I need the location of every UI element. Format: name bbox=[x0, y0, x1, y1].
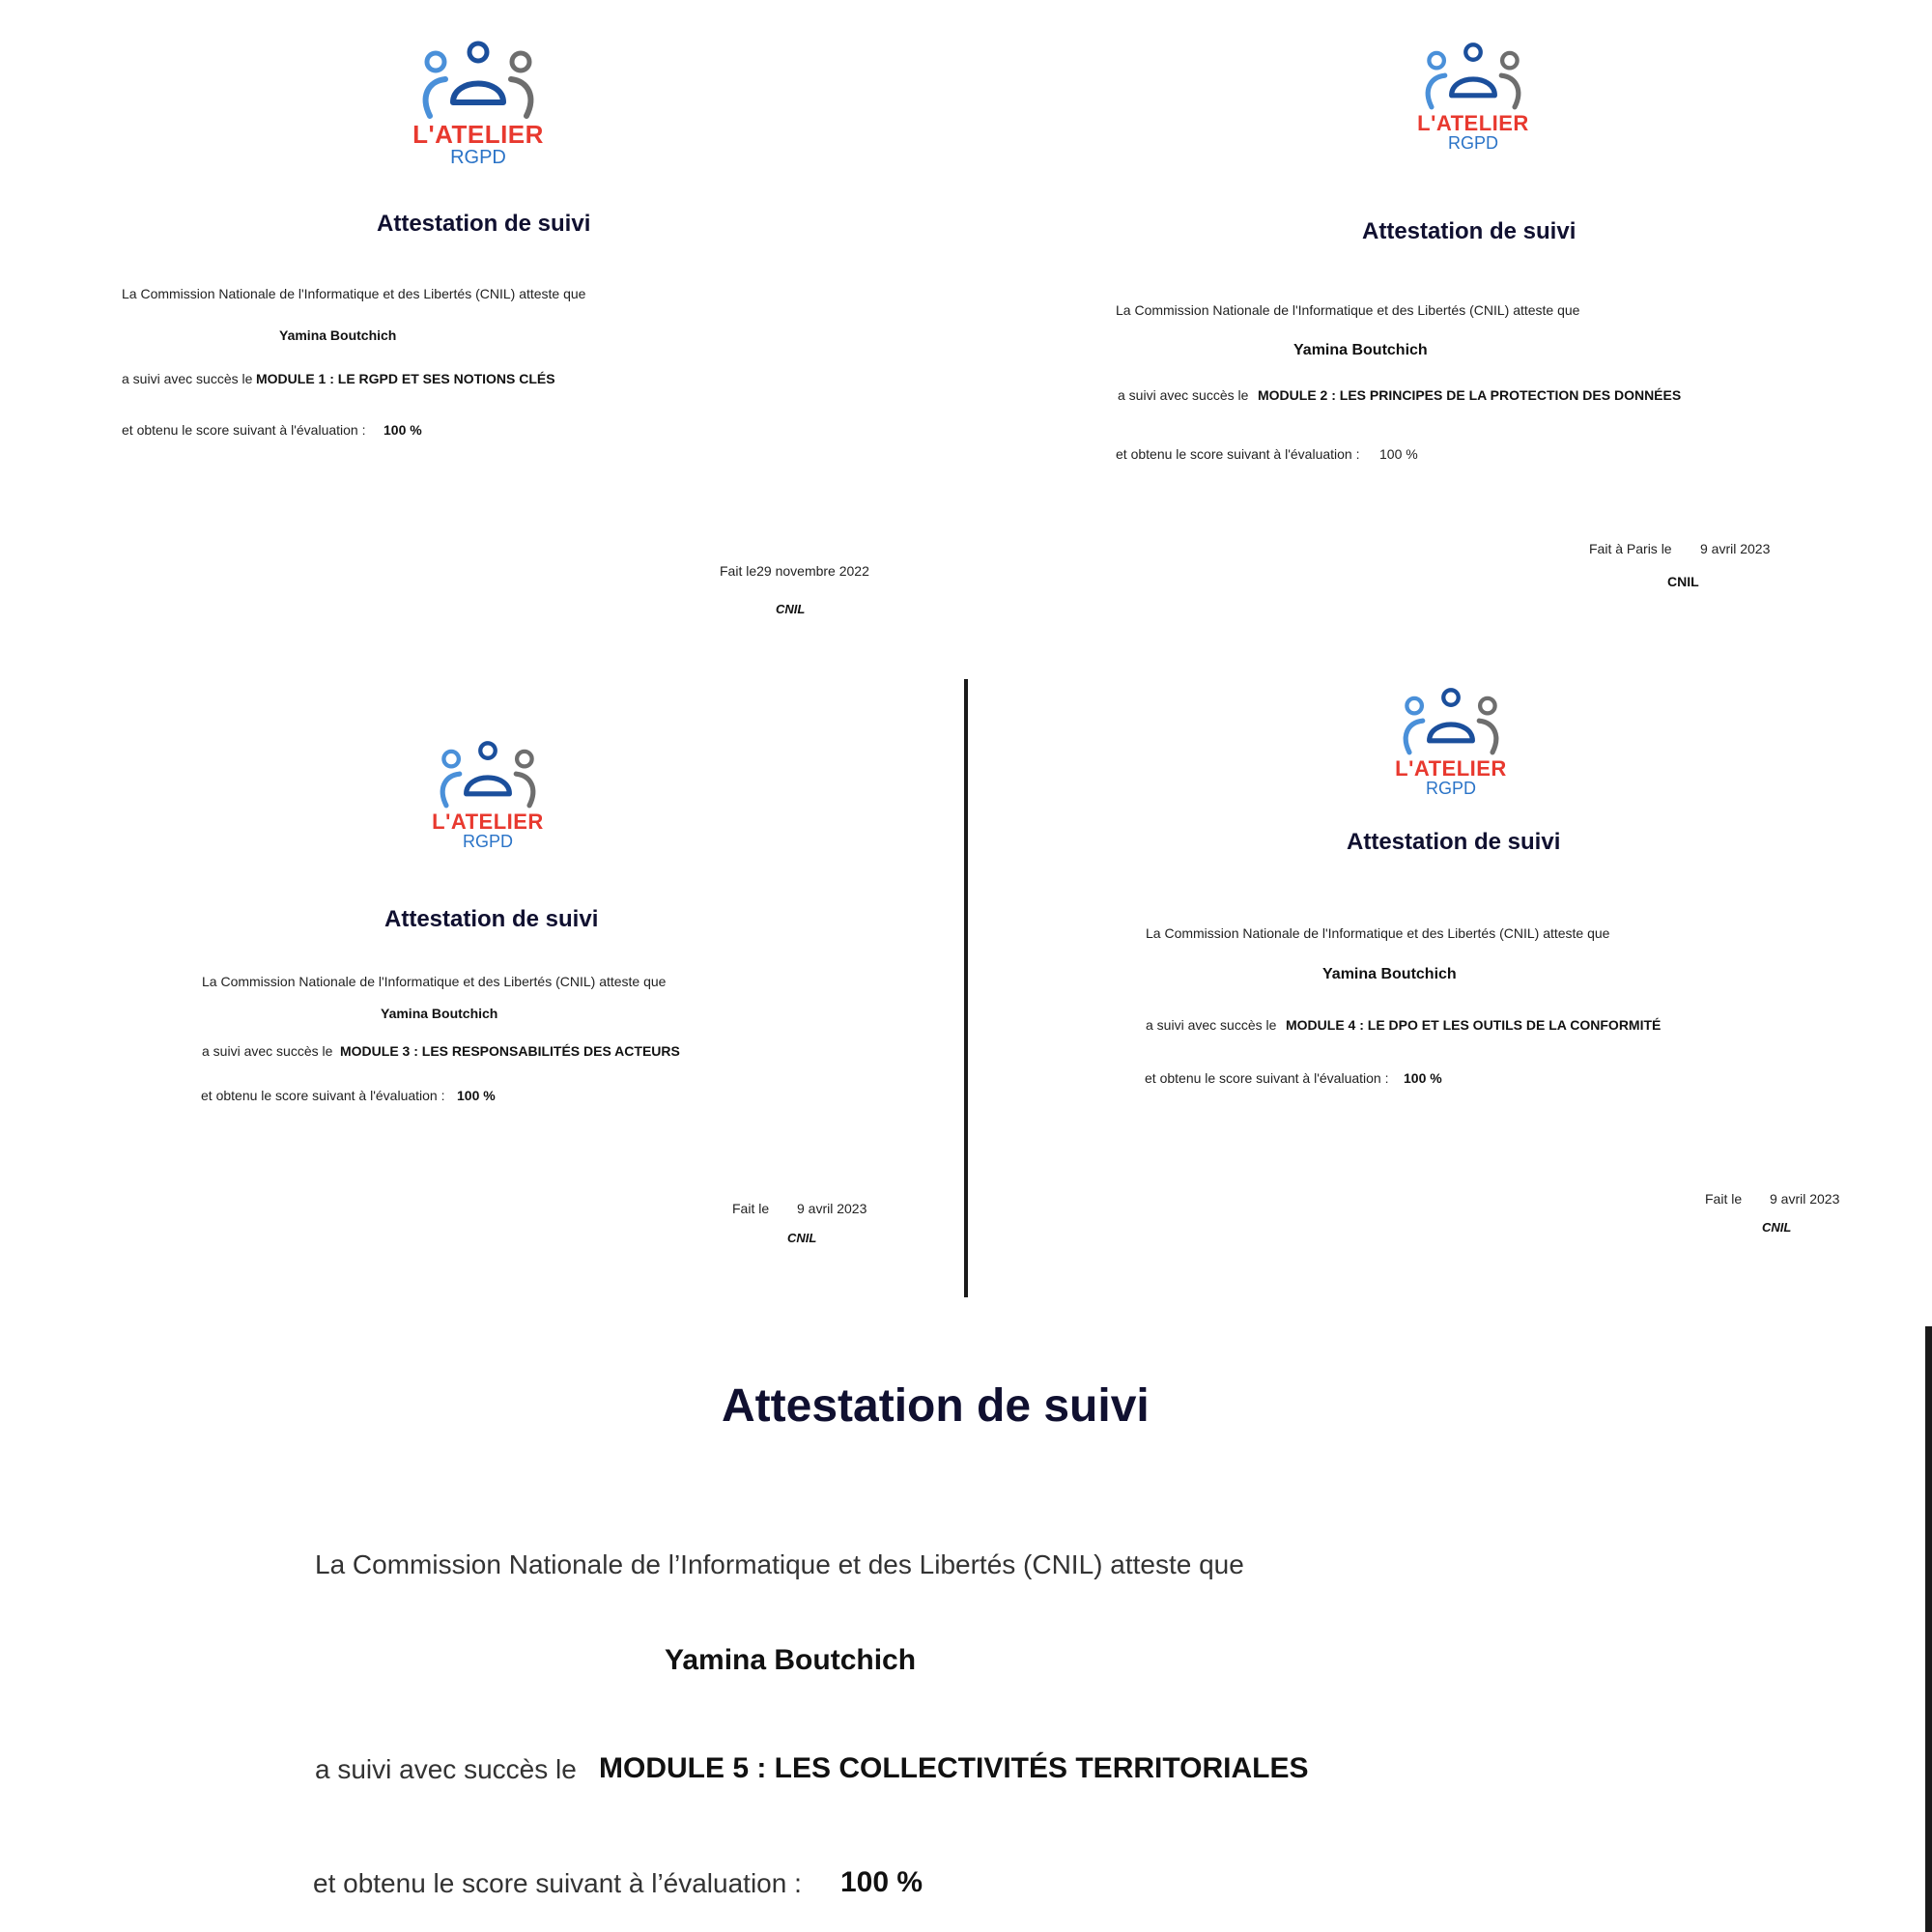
signature: CNIL bbox=[1762, 1220, 1792, 1235]
recipient-name: Yamina Boutchich bbox=[665, 1644, 917, 1676]
logo-sub-text: RGPD bbox=[1447, 133, 1498, 154]
done-prefix: Fait à Paris le bbox=[1589, 541, 1672, 556]
done-prefix: Fait le bbox=[732, 1201, 770, 1216]
done-date: 9 avril 2023 bbox=[1770, 1191, 1840, 1207]
success-prefix: a suivi avec succès le bbox=[202, 1043, 333, 1059]
page-edge-bar bbox=[1925, 1326, 1932, 1932]
score-prefix: et obtenu le score suivant à l'évaluation : bbox=[1145, 1070, 1389, 1086]
module-name: MODULE 3 : LES RESPONSABILITÉS DES ACTEURS bbox=[340, 1043, 680, 1059]
atelier-rgpd-logo bbox=[1410, 41, 1536, 153]
success-prefix: a suivi avec succès le bbox=[122, 371, 253, 386]
logo-sub-text: RGPD bbox=[1425, 779, 1476, 799]
certificate-title: Attestation de suivi bbox=[1362, 218, 1577, 244]
atelier-rgpd-logo bbox=[425, 739, 551, 851]
score-prefix: et obtenu le score suivant à l’évaluation : bbox=[313, 1868, 802, 1898]
logo-brand-text: L'ATELIER bbox=[1395, 756, 1507, 781]
logo-brand-text: L'ATELIER bbox=[432, 810, 544, 834]
certificate-title: Attestation de suivi bbox=[1347, 829, 1561, 855]
done-text: Fait le29 novembre 2022 bbox=[720, 563, 869, 579]
logo-sub-text: RGPD bbox=[450, 147, 506, 169]
success-prefix: a suivi avec succès le bbox=[1118, 387, 1249, 403]
certificate-intro: La Commission Nationale de l'Informatique et des Libertés (CNIL) atteste que bbox=[122, 286, 586, 301]
people-group-icon bbox=[418, 39, 538, 122]
certificate-intro: La Commission Nationale de l'Informatique et des Libertés (CNIL) atteste que bbox=[1146, 925, 1610, 941]
score-value: 100 % bbox=[457, 1088, 496, 1103]
success-prefix: a suivi avec succès le bbox=[1146, 1017, 1277, 1033]
done-prefix: Fait le bbox=[1705, 1191, 1743, 1207]
certificate-title: Attestation de suivi bbox=[384, 906, 599, 932]
atelier-rgpd-logo bbox=[406, 39, 551, 168]
signature: CNIL bbox=[787, 1231, 817, 1245]
column-divider bbox=[964, 679, 968, 1297]
certificate-intro: La Commission Nationale de l'Informatique et des Libertés (CNIL) atteste que bbox=[1116, 302, 1580, 318]
module-name: MODULE 4 : LE DPO ET LES OUTILS DE LA CONFORMITÉ bbox=[1286, 1017, 1662, 1033]
recipient-name: Yamina Boutchich bbox=[381, 1006, 498, 1021]
done-date: 9 avril 2023 bbox=[1700, 541, 1771, 556]
logo-brand-text: L'ATELIER bbox=[1417, 111, 1529, 135]
success-prefix: a suivi avec succès le bbox=[315, 1754, 577, 1784]
people-group-icon bbox=[1399, 686, 1503, 757]
module-name: MODULE 2 : LES PRINCIPES DE LA PROTECTION DES DONNÉES bbox=[1258, 387, 1682, 403]
score-prefix: et obtenu le score suivant à l'évaluation : bbox=[122, 422, 366, 438]
people-group-icon bbox=[436, 739, 540, 810]
score-value: 100 % bbox=[1379, 446, 1418, 462]
logo-sub-text: RGPD bbox=[462, 832, 513, 852]
recipient-name: Yamina Boutchich bbox=[279, 327, 397, 343]
certificate-intro: La Commission Nationale de l’Informatique et des Libertés (CNIL) atteste que bbox=[315, 1549, 1244, 1579]
recipient-name: Yamina Boutchich bbox=[1322, 966, 1457, 982]
certificate-title: Attestation de suivi bbox=[722, 1380, 1150, 1432]
certificate-title: Attestation de suivi bbox=[377, 211, 591, 237]
logo-brand-text: L'ATELIER bbox=[412, 120, 544, 149]
score-value: 100 % bbox=[384, 422, 422, 438]
signature: CNIL bbox=[1667, 574, 1699, 589]
signature: CNIL bbox=[776, 602, 806, 616]
score-prefix: et obtenu le score suivant à l'évaluation : bbox=[1116, 446, 1360, 462]
score-value: 100 % bbox=[840, 1866, 923, 1898]
score-value: 100 % bbox=[1404, 1070, 1442, 1086]
module-name: MODULE 5 : LES COLLECTIVITÉS TERRITORIALES bbox=[599, 1752, 1309, 1784]
certificate-intro: La Commission Nationale de l'Informatique et des Libertés (CNIL) atteste que bbox=[202, 974, 667, 989]
module-name: MODULE 1 : LE RGPD ET SES NOTIONS CLÉS bbox=[256, 371, 555, 386]
score-prefix: et obtenu le score suivant à l'évaluation : bbox=[201, 1088, 445, 1103]
people-group-icon bbox=[1421, 41, 1525, 112]
atelier-rgpd-logo bbox=[1388, 686, 1514, 798]
recipient-name: Yamina Boutchich bbox=[1293, 342, 1428, 358]
done-date: 9 avril 2023 bbox=[797, 1201, 867, 1216]
